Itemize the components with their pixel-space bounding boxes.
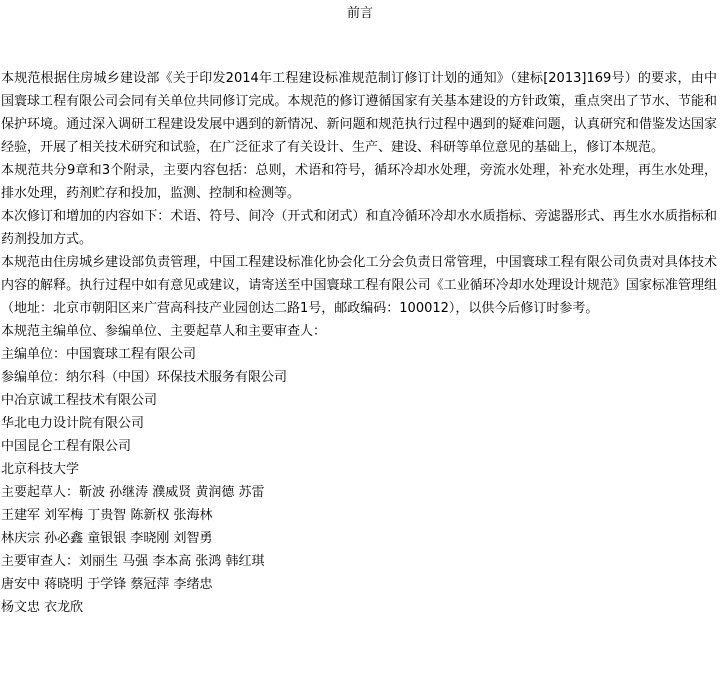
main-reviewers: 唐安中 蒋晓明 于学锋 蔡冠萍 李绪忠: [1, 577, 213, 592]
paragraph-contents-summary: 本规范共分9章和3个附录，主要内容包括：总则，术语和符号，循环冷却水处理，旁流水处理，补充水处理，再生水处理，排水处理，药剂贮存和投加，监测、控制和检测等。: [1, 163, 717, 201]
participating-unit: 华北电力设计院有限公司: [1, 416, 145, 431]
chief-editor-unit: 主编单位：中国寰球工程有限公司: [1, 347, 197, 362]
main-drafters: 主要起草人：靳波 孙继涛 濮威贤 黄润德 苏雷: [1, 485, 265, 500]
participating-unit: 中冶京诚工程技术有限公司: [1, 393, 158, 408]
main-reviewers: 主要审查人：刘丽生 马强 李本高 张鸿 韩红琪: [1, 554, 265, 569]
main-drafters: 林庆宗 孙必鑫 童银银 李晓刚 刘智勇: [1, 531, 213, 546]
units-and-persons-heading: 本规范主编单位、参编单位、主要起草人和主要审查人：: [1, 324, 327, 339]
paragraph-management-contact: 本规范由住房城乡建设部负责管理，中国工程建设标准化协会化工分会负责日常管理，中国寰球工程有限公司负责对具体技术内容的解释。执行过程中如有意见或建议，请寄送至中国寰球工程有限公司《工业循环冷却水处理设计规范》国家标准管理组（地址：北京市朝阳区来广营高科技产业园创达二路1号，邮政编码：100012），以供今后修订时参考。: [1, 255, 717, 316]
participating-unit: 中国昆仑工程有限公司: [1, 439, 132, 454]
main-reviewers: 杨文忠 衣龙欣: [1, 600, 84, 615]
paragraph-revision-basis: 本规范根据住房城乡建设部《关于印发2014年工程建设标准规范制订修订计划的通知》（建标[2013]169号）的要求，由中国寰球工程有限公司会同有关单位共同修订完成。本规范的修订遵循国家有关基本建设的方针政策，重点突出了节水、节能和保护环境。通过深入调研工程建设发展中遇到的新情况、新问题和规范执行过程中遇到的疑难问题，认真研究和借鉴发达国家经验，开展了相关技术研究和试验，在广泛征求了有关设计、生产、建设、科研等单位意见的基础上，修订本规范。: [1, 71, 717, 155]
page-title: 前言: [346, 6, 373, 21]
main-drafters: 王建军 刘军梅 丁贵智 陈新权 张海林: [1, 508, 213, 523]
participating-unit: 参编单位：纳尔科（中国）环保技术服务有限公司: [1, 370, 288, 385]
paragraph-revision-items: 本次修订和增加的内容如下：术语、符号、间冷（开式和闭式）和直冷循环冷却水水质指标、旁滤器形式、再生水水质指标和药剂投加方式。: [1, 209, 717, 247]
document-body: [1, 67, 717, 619]
participating-unit: 北京科技大学: [1, 462, 80, 477]
